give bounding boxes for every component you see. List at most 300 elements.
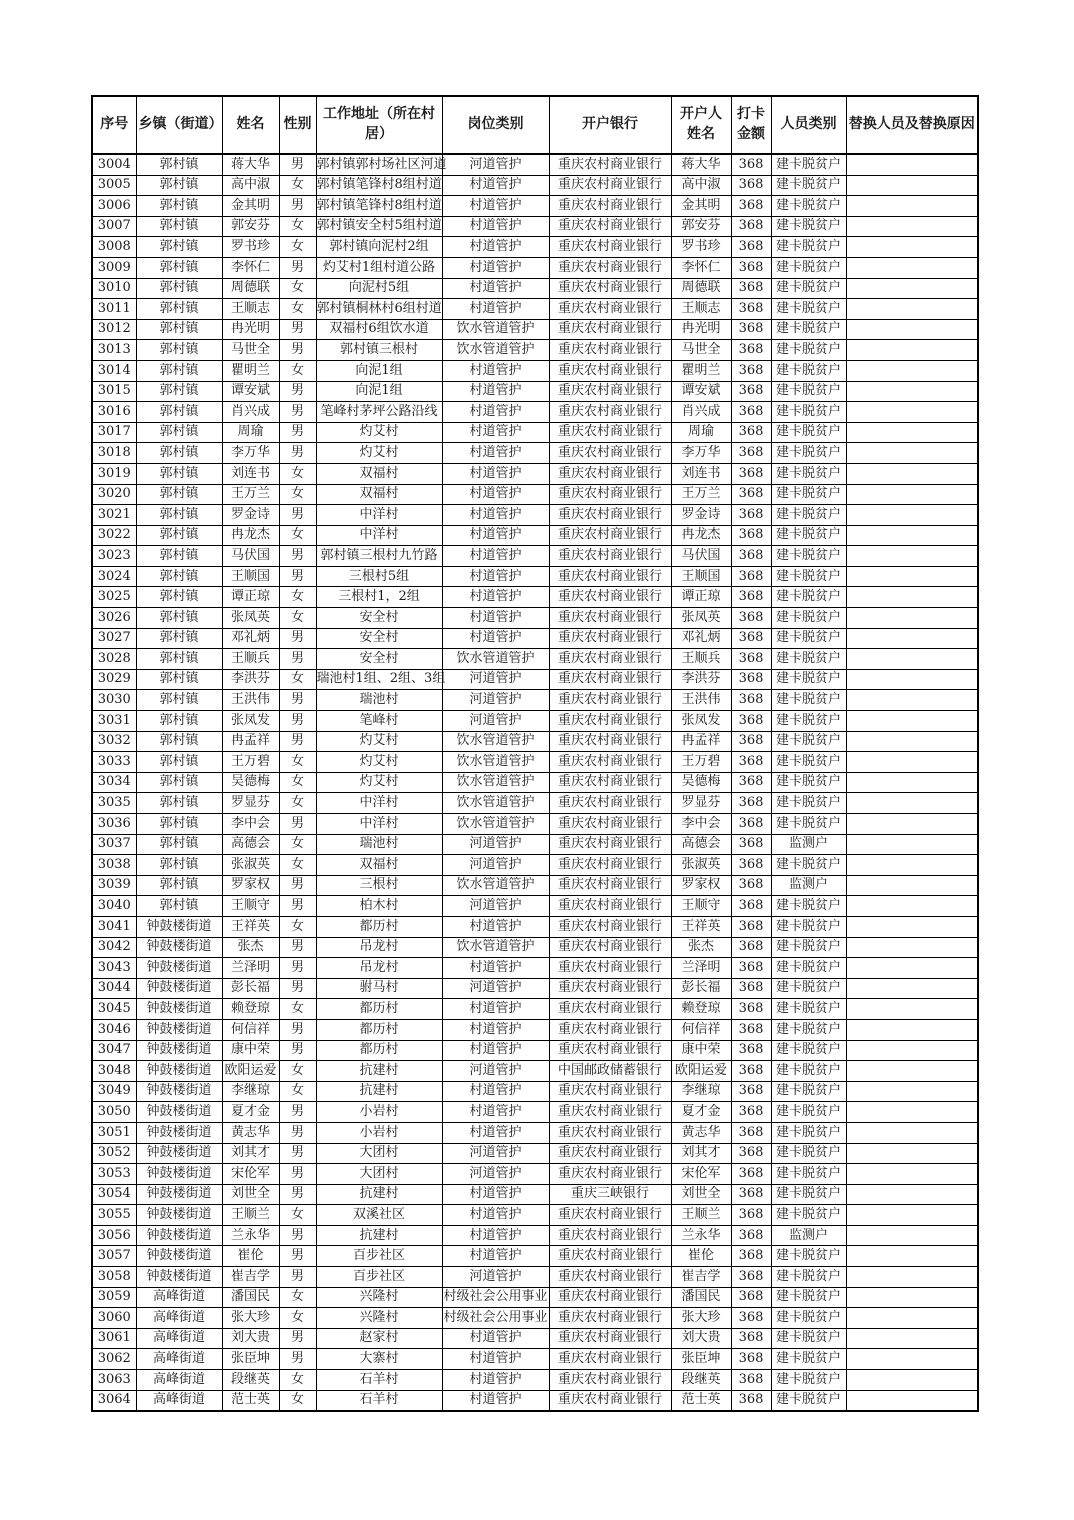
cell-serial: 3043 [92, 958, 136, 979]
cell-account-holder: 罗显芬 [671, 793, 731, 814]
cell-bank: 重庆农村商业银行 [549, 257, 671, 278]
cell-replacement-reason [846, 978, 978, 999]
cell-township: 钟鼓楼街道 [136, 958, 222, 979]
cell-work-address: 郭村镇笔锋村8组村道 [316, 196, 442, 217]
cell-name: 王顺守 [222, 896, 279, 917]
cell-township: 郭村镇 [136, 402, 222, 423]
cell-replacement-reason [846, 319, 978, 340]
cell-serial: 3014 [92, 360, 136, 381]
cell-amount: 368 [731, 154, 771, 175]
cell-person-category: 建卡脱贫户 [771, 196, 846, 217]
cell-gender: 女 [279, 587, 316, 608]
cell-position-type: 村道管护 [442, 196, 549, 217]
cell-replacement-reason [846, 669, 978, 690]
cell-name: 瞿明兰 [222, 360, 279, 381]
cell-amount: 368 [731, 814, 771, 835]
cell-replacement-reason [846, 1184, 978, 1205]
cell-amount: 368 [731, 463, 771, 484]
cell-position-type: 村道管护 [442, 360, 549, 381]
cell-serial: 3013 [92, 340, 136, 361]
cell-position-type: 村道管护 [442, 216, 549, 237]
cell-replacement-reason [846, 1102, 978, 1123]
cell-serial: 3028 [92, 649, 136, 670]
cell-township: 郭村镇 [136, 731, 222, 752]
cell-position-type: 河道管护 [442, 855, 549, 876]
cell-person-category: 建卡脱贫户 [771, 175, 846, 196]
table-row [92, 340, 978, 361]
cell-work-address: 小岩村 [316, 1122, 442, 1143]
cell-amount: 368 [731, 505, 771, 526]
cell-replacement-reason [846, 484, 978, 505]
cell-bank: 重庆农村商业银行 [549, 711, 671, 732]
cell-account-holder: 康中荣 [671, 1040, 731, 1061]
cell-work-address: 抗建村 [316, 1225, 442, 1246]
cell-replacement-reason [846, 793, 978, 814]
cell-township: 钟鼓楼街道 [136, 1102, 222, 1123]
cell-account-holder: 王顺兵 [671, 649, 731, 670]
table-row [92, 978, 978, 999]
cell-position-type: 村道管护 [442, 175, 549, 196]
cell-person-category: 建卡脱贫户 [771, 525, 846, 546]
table-row [92, 834, 978, 855]
cell-work-address: 抗建村 [316, 1184, 442, 1205]
cell-township: 钟鼓楼街道 [136, 978, 222, 999]
table-row [92, 237, 978, 258]
cell-work-address: 笔峰村茅坪公路沿线 [316, 402, 442, 423]
cell-gender: 男 [279, 546, 316, 567]
personnel-roster-table [91, 95, 979, 1412]
cell-township: 高峰街道 [136, 1370, 222, 1391]
cell-replacement-reason [846, 834, 978, 855]
cell-position-type: 村道管护 [442, 1184, 549, 1205]
table-row [92, 1184, 978, 1205]
cell-work-address: 郭村镇安全村5组村道 [316, 216, 442, 237]
cell-township: 钟鼓楼街道 [136, 1061, 222, 1082]
cell-account-holder: 王顺国 [671, 566, 731, 587]
table-row [92, 711, 978, 732]
cell-gender: 女 [279, 360, 316, 381]
cell-position-type: 饮水管道管护 [442, 319, 549, 340]
cell-person-category: 建卡脱贫户 [771, 299, 846, 320]
cell-gender: 女 [279, 1061, 316, 1082]
cell-gender: 男 [279, 649, 316, 670]
cell-bank: 重庆农村商业银行 [549, 1349, 671, 1370]
cell-work-address: 安全村 [316, 649, 442, 670]
cell-person-category: 建卡脱贫户 [771, 237, 846, 258]
cell-township: 钟鼓楼街道 [136, 916, 222, 937]
cell-gender: 女 [279, 463, 316, 484]
cell-account-holder: 何信祥 [671, 1019, 731, 1040]
cell-bank: 重庆农村商业银行 [549, 772, 671, 793]
cell-bank: 重庆农村商业银行 [549, 463, 671, 484]
cell-position-type: 河道管护 [442, 1061, 549, 1082]
cell-bank: 重庆三峡银行 [549, 1184, 671, 1205]
cell-amount: 368 [731, 937, 771, 958]
cell-name: 冉龙杰 [222, 525, 279, 546]
cell-replacement-reason [846, 175, 978, 196]
cell-replacement-reason [846, 999, 978, 1020]
cell-account-holder: 刘大贵 [671, 1328, 731, 1349]
table-row [92, 525, 978, 546]
cell-work-address: 三根村1，2组 [316, 587, 442, 608]
cell-name: 刘连书 [222, 463, 279, 484]
cell-gender: 女 [279, 1308, 316, 1329]
cell-person-category: 建卡脱贫户 [771, 1184, 846, 1205]
cell-amount: 368 [731, 731, 771, 752]
cell-account-holder: 谭安斌 [671, 381, 731, 402]
cell-name: 段继英 [222, 1370, 279, 1391]
cell-amount: 368 [731, 916, 771, 937]
cell-person-category: 建卡脱贫户 [771, 1102, 846, 1123]
cell-name: 罗显芬 [222, 793, 279, 814]
cell-township: 郭村镇 [136, 752, 222, 773]
cell-account-holder: 马伏国 [671, 546, 731, 567]
cell-account-holder: 蒋大华 [671, 154, 731, 175]
cell-amount: 368 [731, 690, 771, 711]
cell-amount: 368 [731, 978, 771, 999]
table-row [92, 463, 978, 484]
cell-name: 李中会 [222, 814, 279, 835]
cell-person-category: 建卡脱贫户 [771, 978, 846, 999]
cell-position-type: 村道管护 [442, 1390, 549, 1411]
cell-person-category: 建卡脱贫户 [771, 1081, 846, 1102]
table-row [92, 958, 978, 979]
cell-gender: 女 [279, 752, 316, 773]
cell-replacement-reason [846, 1370, 978, 1391]
cell-name: 高中淑 [222, 175, 279, 196]
cell-person-category: 建卡脱贫户 [771, 402, 846, 423]
table-row [92, 319, 978, 340]
cell-person-category: 建卡脱贫户 [771, 1143, 846, 1164]
cell-replacement-reason [846, 1122, 978, 1143]
cell-position-type: 村道管护 [442, 1370, 549, 1391]
column-header-amount: 打卡金额 [731, 96, 771, 154]
cell-name: 张臣坤 [222, 1349, 279, 1370]
cell-amount: 368 [731, 752, 771, 773]
cell-person-category: 建卡脱贫户 [771, 669, 846, 690]
cell-work-address: 大团村 [316, 1164, 442, 1185]
cell-amount: 368 [731, 1349, 771, 1370]
cell-person-category: 建卡脱贫户 [771, 1122, 846, 1143]
cell-amount: 368 [731, 711, 771, 732]
cell-replacement-reason [846, 628, 978, 649]
cell-account-holder: 张臣坤 [671, 1349, 731, 1370]
cell-gender: 男 [279, 1267, 316, 1288]
cell-person-category: 监测户 [771, 1225, 846, 1246]
cell-bank: 重庆农村商业银行 [549, 525, 671, 546]
cell-amount: 368 [731, 402, 771, 423]
cell-amount: 368 [731, 175, 771, 196]
cell-account-holder: 高中淑 [671, 175, 731, 196]
cell-position-type: 村道管护 [442, 958, 549, 979]
cell-name: 黄志华 [222, 1122, 279, 1143]
cell-name: 张凤英 [222, 608, 279, 629]
table-row [92, 484, 978, 505]
cell-gender: 女 [279, 525, 316, 546]
cell-serial: 3048 [92, 1061, 136, 1082]
cell-bank: 中国邮政储蓄银行 [549, 1061, 671, 1082]
cell-position-type: 村道管护 [442, 299, 549, 320]
cell-gender: 男 [279, 711, 316, 732]
cell-person-category: 建卡脱贫户 [771, 360, 846, 381]
cell-work-address: 都历村 [316, 1040, 442, 1061]
cell-bank: 重庆农村商业银行 [549, 1040, 671, 1061]
cell-gender: 男 [279, 1143, 316, 1164]
cell-account-holder: 金其明 [671, 196, 731, 217]
cell-person-category: 建卡脱贫户 [771, 1205, 846, 1226]
cell-person-category: 建卡脱贫户 [771, 340, 846, 361]
cell-work-address: 瑞池村 [316, 690, 442, 711]
table-row [92, 154, 978, 175]
cell-township: 郭村镇 [136, 690, 222, 711]
cell-township: 郭村镇 [136, 772, 222, 793]
cell-replacement-reason [846, 360, 978, 381]
cell-position-type: 村道管护 [442, 463, 549, 484]
cell-account-holder: 周瑜 [671, 422, 731, 443]
cell-replacement-reason [846, 1267, 978, 1288]
cell-work-address: 向泥1组 [316, 381, 442, 402]
cell-person-category: 建卡脱贫户 [771, 896, 846, 917]
cell-amount: 368 [731, 1184, 771, 1205]
cell-account-holder: 彭长福 [671, 978, 731, 999]
cell-amount: 368 [731, 628, 771, 649]
cell-bank: 重庆农村商业银行 [549, 587, 671, 608]
cell-person-category: 建卡脱贫户 [771, 257, 846, 278]
cell-person-category: 建卡脱贫户 [771, 154, 846, 175]
cell-account-holder: 夏才金 [671, 1102, 731, 1123]
cell-gender: 男 [279, 1019, 316, 1040]
cell-account-holder: 王万兰 [671, 484, 731, 505]
cell-township: 郭村镇 [136, 175, 222, 196]
cell-township: 钟鼓楼街道 [136, 1184, 222, 1205]
cell-serial: 3051 [92, 1122, 136, 1143]
cell-person-category: 建卡脱贫户 [771, 814, 846, 835]
table-row [92, 422, 978, 443]
cell-serial: 3032 [92, 731, 136, 752]
cell-bank: 重庆农村商业银行 [549, 855, 671, 876]
cell-work-address: 中洋村 [316, 814, 442, 835]
cell-account-holder: 罗金诗 [671, 505, 731, 526]
cell-person-category: 建卡脱贫户 [771, 1061, 846, 1082]
cell-name: 罗书珍 [222, 237, 279, 258]
cell-bank: 重庆农村商业银行 [549, 484, 671, 505]
cell-work-address: 中洋村 [316, 793, 442, 814]
table-row [92, 587, 978, 608]
cell-amount: 368 [731, 257, 771, 278]
cell-position-type: 村道管护 [442, 628, 549, 649]
table-row [92, 1390, 978, 1411]
cell-replacement-reason [846, 1225, 978, 1246]
cell-amount: 368 [731, 1287, 771, 1308]
cell-replacement-reason [846, 958, 978, 979]
cell-serial: 3039 [92, 875, 136, 896]
cell-work-address: 兴隆村 [316, 1308, 442, 1329]
cell-gender: 男 [279, 402, 316, 423]
cell-serial: 3020 [92, 484, 136, 505]
cell-position-type: 饮水管道管护 [442, 752, 549, 773]
cell-gender: 男 [279, 257, 316, 278]
cell-serial: 3007 [92, 216, 136, 237]
cell-bank: 重庆农村商业银行 [549, 814, 671, 835]
cell-bank: 重庆农村商业银行 [549, 1143, 671, 1164]
cell-bank: 重庆农村商业银行 [549, 1122, 671, 1143]
table-row [92, 196, 978, 217]
cell-serial: 3012 [92, 319, 136, 340]
cell-name: 刘其才 [222, 1143, 279, 1164]
cell-gender: 男 [279, 381, 316, 402]
table-row [92, 752, 978, 773]
cell-serial: 3005 [92, 175, 136, 196]
cell-replacement-reason [846, 731, 978, 752]
cell-replacement-reason [846, 196, 978, 217]
cell-township: 钟鼓楼街道 [136, 1205, 222, 1226]
cell-gender: 男 [279, 443, 316, 464]
cell-name: 潘国民 [222, 1287, 279, 1308]
cell-position-type: 村道管护 [442, 1349, 549, 1370]
cell-person-category: 建卡脱贫户 [771, 958, 846, 979]
cell-township: 钟鼓楼街道 [136, 1225, 222, 1246]
cell-position-type: 村道管护 [442, 1122, 549, 1143]
cell-gender: 男 [279, 566, 316, 587]
cell-amount: 368 [731, 1205, 771, 1226]
cell-serial: 3010 [92, 278, 136, 299]
cell-position-type: 饮水管道管护 [442, 649, 549, 670]
cell-name: 王顺国 [222, 566, 279, 587]
cell-name: 张淑英 [222, 855, 279, 876]
cell-amount: 368 [731, 340, 771, 361]
column-header-replacement-reason: 替换人员及替换原因 [846, 96, 978, 154]
cell-serial: 3061 [92, 1328, 136, 1349]
cell-account-holder: 李洪芬 [671, 669, 731, 690]
cell-account-holder: 刘世全 [671, 1184, 731, 1205]
table-row [92, 855, 978, 876]
cell-work-address: 郭村镇笔锋村8组村道 [316, 175, 442, 196]
cell-township: 郭村镇 [136, 711, 222, 732]
cell-account-holder: 冉光明 [671, 319, 731, 340]
cell-person-category: 建卡脱贫户 [771, 690, 846, 711]
cell-name: 崔吉学 [222, 1267, 279, 1288]
cell-position-type: 村道管护 [442, 443, 549, 464]
cell-serial: 3015 [92, 381, 136, 402]
cell-name: 马世全 [222, 340, 279, 361]
cell-account-holder: 王顺志 [671, 299, 731, 320]
cell-bank: 重庆农村商业银行 [549, 1102, 671, 1123]
cell-name: 王万兰 [222, 484, 279, 505]
cell-bank: 重庆农村商业银行 [549, 196, 671, 217]
cell-name: 李继琼 [222, 1081, 279, 1102]
cell-account-holder: 张凤发 [671, 711, 731, 732]
cell-name: 蒋大华 [222, 154, 279, 175]
column-header-name: 姓名 [222, 96, 279, 154]
cell-amount: 368 [731, 855, 771, 876]
cell-serial: 3009 [92, 257, 136, 278]
cell-serial: 3062 [92, 1349, 136, 1370]
cell-account-holder: 段继英 [671, 1370, 731, 1391]
cell-name: 王顺兵 [222, 649, 279, 670]
cell-bank: 重庆农村商业银行 [549, 402, 671, 423]
cell-replacement-reason [846, 752, 978, 773]
cell-account-holder: 崔伦 [671, 1246, 731, 1267]
cell-amount: 368 [731, 608, 771, 629]
cell-township: 郭村镇 [136, 875, 222, 896]
column-header-account-holder: 开户人姓名 [671, 96, 731, 154]
cell-work-address: 抗建村 [316, 1061, 442, 1082]
cell-amount: 368 [731, 1390, 771, 1411]
table-row [92, 1164, 978, 1185]
cell-replacement-reason [846, 649, 978, 670]
cell-account-holder: 王顺守 [671, 896, 731, 917]
cell-position-type: 村道管护 [442, 1328, 549, 1349]
cell-gender: 男 [279, 896, 316, 917]
cell-account-holder: 高德会 [671, 834, 731, 855]
cell-position-type: 饮水管道管护 [442, 814, 549, 835]
cell-person-category: 建卡脱贫户 [771, 422, 846, 443]
cell-work-address: 赵家村 [316, 1328, 442, 1349]
cell-position-type: 村道管护 [442, 484, 549, 505]
cell-account-holder: 欧阳运爱 [671, 1061, 731, 1082]
cell-serial: 3018 [92, 443, 136, 464]
cell-bank: 重庆农村商业银行 [549, 340, 671, 361]
table-row [92, 669, 978, 690]
cell-person-category: 建卡脱贫户 [771, 319, 846, 340]
cell-work-address: 驸马村 [316, 978, 442, 999]
cell-work-address: 双福村 [316, 463, 442, 484]
cell-replacement-reason [846, 1019, 978, 1040]
cell-position-type: 河道管护 [442, 834, 549, 855]
cell-work-address: 小岩村 [316, 1102, 442, 1123]
cell-person-category: 监测户 [771, 834, 846, 855]
cell-work-address: 大团村 [316, 1143, 442, 1164]
column-header-bank: 开户银行 [549, 96, 671, 154]
cell-gender: 女 [279, 916, 316, 937]
cell-name: 王顺兰 [222, 1205, 279, 1226]
cell-position-type: 村道管护 [442, 1040, 549, 1061]
cell-serial: 3057 [92, 1246, 136, 1267]
cell-amount: 368 [731, 299, 771, 320]
cell-work-address: 灼艾村 [316, 752, 442, 773]
cell-account-holder: 罗书珍 [671, 237, 731, 258]
cell-bank: 重庆农村商业银行 [549, 1370, 671, 1391]
cell-bank: 重庆农村商业银行 [549, 278, 671, 299]
cell-gender: 男 [279, 1184, 316, 1205]
cell-township: 郭村镇 [136, 505, 222, 526]
cell-name: 冉孟祥 [222, 731, 279, 752]
cell-serial: 3034 [92, 772, 136, 793]
cell-gender: 男 [279, 978, 316, 999]
cell-name: 王祥英 [222, 916, 279, 937]
cell-serial: 3040 [92, 896, 136, 917]
cell-bank: 重庆农村商业银行 [549, 566, 671, 587]
cell-replacement-reason [846, 505, 978, 526]
cell-serial: 3022 [92, 525, 136, 546]
cell-account-holder: 冉龙杰 [671, 525, 731, 546]
cell-person-category: 建卡脱贫户 [771, 566, 846, 587]
cell-township: 郭村镇 [136, 443, 222, 464]
cell-amount: 368 [731, 216, 771, 237]
column-header-serial: 序号 [92, 96, 136, 154]
cell-replacement-reason [846, 875, 978, 896]
cell-replacement-reason [846, 772, 978, 793]
cell-name: 王万碧 [222, 752, 279, 773]
cell-serial: 3030 [92, 690, 136, 711]
cell-position-type: 河道管护 [442, 711, 549, 732]
cell-person-category: 监测户 [771, 875, 846, 896]
cell-position-type: 河道管护 [442, 669, 549, 690]
cell-position-type: 村道管护 [442, 608, 549, 629]
table-body [92, 154, 978, 1411]
cell-position-type: 河道管护 [442, 1267, 549, 1288]
cell-bank: 重庆农村商业银行 [549, 1267, 671, 1288]
